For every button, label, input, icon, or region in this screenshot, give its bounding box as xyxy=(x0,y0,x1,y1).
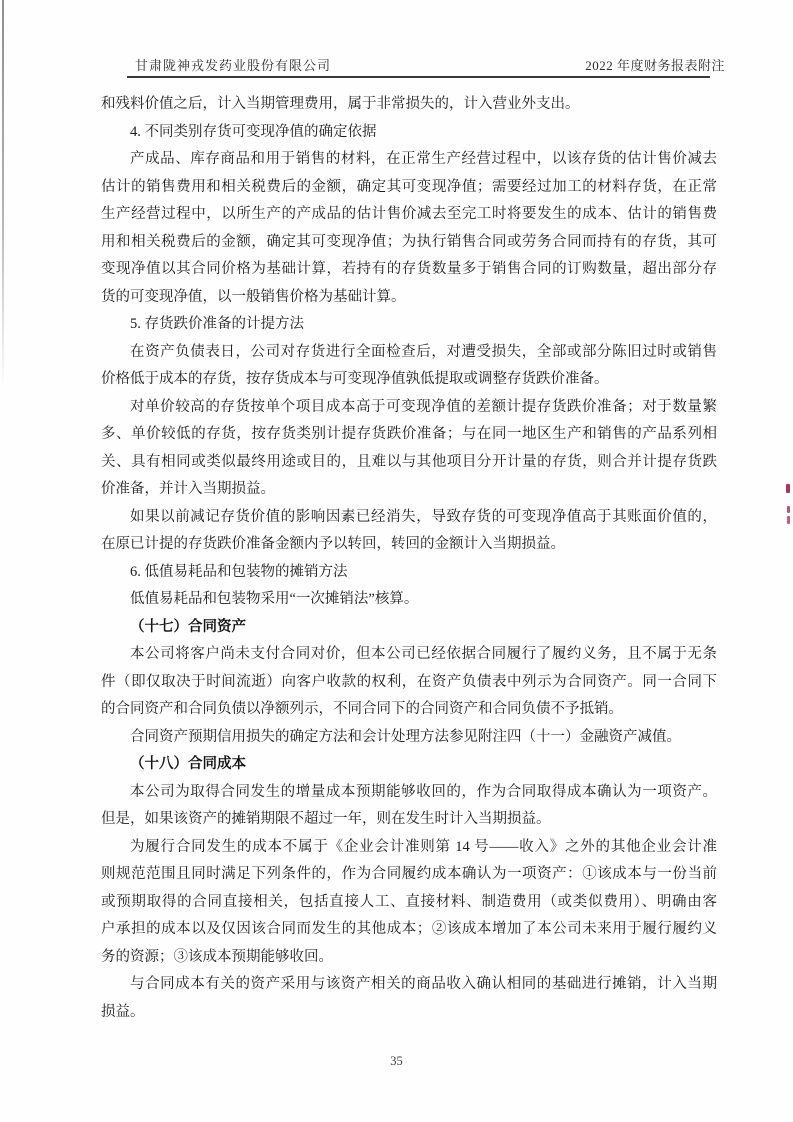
document-line: 关、具有相同或类似最终用途或目的，且难以与其他项目分开计量的存货，则合并计提存货跌 xyxy=(101,453,717,470)
section-heading-17: （十七）合同资产 xyxy=(130,618,246,635)
document-line: 如果以前减记存货价值的影响因素已经消失，导致存货的可变现净值高于其账面价值的， xyxy=(130,508,717,525)
numbered-heading-4: 4. 不同类别存货可变现净值的确定依据 xyxy=(130,123,377,140)
document-line: 价准备，并计入当期损益。 xyxy=(101,481,275,497)
document-line: 损益。 xyxy=(101,1003,145,1020)
document-line: 在原已计提的存货跌价准备金额内予以转回，转回的金额计入当期损益。 xyxy=(101,536,565,552)
document-line: 多、单价较低的存货，按存货类别计提存货跌价准备；与在同一地区生产和销售的产品系列相 xyxy=(101,426,717,442)
numbered-heading-6: 6. 低值易耗品和包装物的摊销方法 xyxy=(130,563,348,580)
document-line: 生产经营过程中，以所生产的产成品的估计售价减去至完工时将要发生的成本、估计的销售费 xyxy=(101,206,717,222)
document-line: 用和相关税费后的金额，确定其可变现净值；为执行销售合同或劳务合同而持有的存货，其可 xyxy=(101,233,717,250)
page-number: 35 xyxy=(390,1054,403,1068)
document-line: 货的可变现净值，以一般销售价格为基础计算。 xyxy=(101,288,406,305)
document-body xyxy=(101,91,717,1026)
document-line: 但是，如果该资产的摊销期限不超过一年，则在发生时计入当期损益。 xyxy=(101,811,551,827)
header-report-title: 2022 年度财务报表附注 xyxy=(585,58,725,73)
document-line: 对单价较高的存货按单个项目成本高于可变现净值的差额计提存货跌价准备；对于数量繁 xyxy=(130,398,717,415)
header-company-name: 甘肃陇神戎发药业股份有限公司 xyxy=(135,58,332,73)
numbered-heading-5: 5. 存货跌价准备的计提方法 xyxy=(130,316,304,332)
document-line: 则规范范围且同时满足下列条件的，作为合同履约成本确认为一项资产：①该成本与一份当前 xyxy=(101,866,717,882)
document-line: 低值易耗品和包装物采用“一次摊销法”核算。 xyxy=(130,591,419,607)
document-line: 为履行合同发生的成本不属于《企业会计准则第 14 号——收入》之外的其他企业会计准 xyxy=(130,838,717,855)
document-line: 合同资产预期信用损失的确定方法和会计处理方法参见附注四（十一）金融资产减值。 xyxy=(130,728,681,745)
header-divider-rule xyxy=(127,76,710,78)
document-line: 产成品、库存商品和用于销售的材料，在正常生产经营过程中，以该存货的估计售价减去 xyxy=(130,151,717,167)
document-line: 和残料价值之后，计入当期管理费用，属于非常损失的，计入营业外支出。 xyxy=(101,96,580,112)
document-line: 本公司为取得合同发生的增量成本预期能够收回的，作为合同取得成本确认为一项资产。 xyxy=(130,783,717,800)
document-line: 在资产负债表日，公司对存货进行全面检查后，对遭受损失，全部或部分陈旧过时或销售 xyxy=(130,343,717,360)
document-line: 估计的销售费用和相关税费后的金额，确定其可变现净值；需要经过加工的材料存货，在正常 xyxy=(101,178,717,195)
document-line: 件（即仅取决于时间流逝）向客户收款的权利，在资产负债表中列示为合同资产。同一合同下 xyxy=(101,673,717,690)
scan-red-ink-artifact xyxy=(787,516,790,524)
document-line: 与合同成本有关的资产采用与该资产相关的商品收入确认相同的基础进行摊销，计入当期 xyxy=(130,976,717,992)
scan-edge-artifact xyxy=(2,0,4,390)
document-line: 户承担的成本以及仅因该合同而发生的其他成本；②该成本增加了本公司未来用于履行履约义 xyxy=(101,921,717,937)
scan-red-ink-artifact xyxy=(787,506,790,513)
document-line: 变现净值以其合同价格为基础计算，若持有的存货数量多于销售合同的订购数量，超出部分存 xyxy=(101,261,717,277)
document-line: 的合同资产和合同负债以净额列示，不同合同下的合同资产和合同负债不予抵销。 xyxy=(101,701,623,717)
scan-red-ink-artifact xyxy=(786,484,790,493)
document-line: 本公司将客户尚未支付合同对价，但本公司已经依据合同履行了履约义务，且不属于无条 xyxy=(130,646,717,662)
document-line: 或预期取得的合同直接相关，包括直接人工、直接材料、制造费用（或类似费用）、明确由客 xyxy=(101,893,717,910)
section-heading-18: （十八）合同成本 xyxy=(130,756,246,772)
document-line: 价格低于成本的存货，按存货成本与可变现净值孰低提取或调整存货跌价准备。 xyxy=(101,371,609,387)
document-line: 务的资源；③该成本预期能够收回。 xyxy=(101,948,333,965)
